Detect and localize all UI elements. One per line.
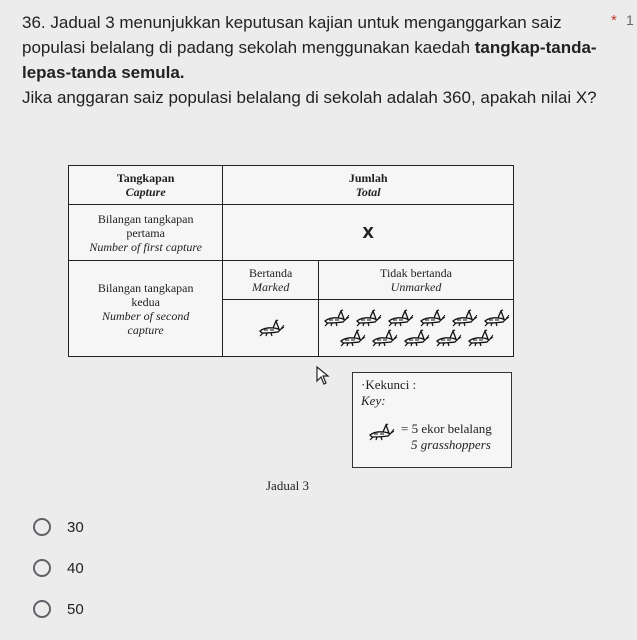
key-equation-en: 5 grasshoppers [411, 437, 491, 452]
grasshopper-icon [322, 309, 350, 327]
question-text [22, 10, 612, 110]
first-capture-ms-b: pertama [126, 225, 165, 240]
radio-icon[interactable] [33, 600, 51, 618]
grasshopper-icon [386, 309, 414, 327]
second-capture-label [69, 261, 223, 357]
required-marker: * [611, 12, 617, 29]
header-total [223, 166, 514, 205]
grasshopper-icon [370, 329, 398, 347]
header-capture-ms: Tangkapan [116, 170, 175, 185]
first-capture-value: X [223, 204, 514, 261]
marked-icons-cell [223, 300, 319, 357]
unmarked-icons-row-1 [322, 309, 510, 327]
grasshopper-icon [434, 329, 462, 347]
grasshopper-icon [402, 329, 430, 347]
key-title-ms: ·Kekunci : [361, 377, 417, 392]
option-label[interactable]: 50 [67, 600, 84, 618]
grasshopper-icon [466, 329, 494, 347]
grasshopper-icon [418, 309, 446, 327]
key-title [361, 377, 416, 409]
grasshopper-icon [482, 309, 510, 327]
marked-ms: Bertanda [249, 266, 293, 281]
question-line-2: populasi belalang di padang sekolah menggunakan kaedah [22, 38, 475, 57]
marked-en: Marked [252, 280, 290, 295]
header-capture [69, 166, 223, 205]
mouse-pointer-icon [316, 366, 332, 386]
question-line-4: Jika anggaran saiz populasi belalang di sekolah adalah 360, apakah nilai X? [22, 88, 597, 107]
table-row-first-capture [69, 204, 514, 261]
grasshopper-icon [450, 309, 478, 327]
question-line-3-bold: lepas-tanda semula. [22, 63, 185, 82]
key-equation-ms: = 5 ekor belalang [401, 421, 492, 436]
key-equation [401, 421, 492, 453]
radio-icon[interactable] [33, 518, 51, 536]
option-50[interactable] [33, 600, 84, 618]
grasshopper-icon [367, 423, 395, 441]
unmarked-header [319, 261, 514, 300]
question-line-2-bold: tangkap-tanda- [474, 38, 597, 57]
key-title-en: Key: [361, 393, 386, 408]
marked-icons [226, 319, 315, 337]
question-line-1: Jadual 3 menunjukkan keputusan kajian untuk menganggarkan saiz [50, 13, 562, 32]
unmarked-ms: Tidak bertanda [380, 266, 452, 281]
option-40[interactable] [33, 559, 84, 577]
option-label[interactable]: 40 [67, 559, 84, 577]
second-capture-en-a: Number of second [102, 308, 190, 323]
question-number: 36. [22, 13, 46, 32]
question-points: 1 [626, 12, 634, 28]
grasshopper-icon [257, 319, 285, 337]
radio-icon[interactable] [33, 559, 51, 577]
table-caption: Jadual 3 [266, 478, 309, 493]
key-box [352, 372, 512, 468]
unmarked-icons-cell [319, 300, 514, 357]
unmarked-en: Unmarked [390, 280, 442, 295]
header-total-en: Total [355, 184, 381, 199]
first-capture-ms-a: Bilangan tangkapan [97, 211, 194, 226]
table-row-subheader [69, 261, 514, 300]
second-capture-ms-a: Bilangan tangkapan [97, 280, 194, 295]
grasshopper-icon [338, 329, 366, 347]
first-capture-en: Number of first capture [89, 239, 202, 254]
first-capture-label [69, 204, 223, 261]
option-30[interactable] [33, 518, 84, 536]
data-table [68, 165, 514, 357]
marked-header [223, 261, 319, 300]
grasshopper-icon [354, 309, 382, 327]
header-total-ms: Jumlah [348, 170, 388, 185]
table-header-row [69, 166, 514, 205]
option-label[interactable]: 30 [67, 518, 84, 536]
unmarked-icons-row-2 [322, 329, 510, 347]
second-capture-ms-b: kedua [131, 294, 160, 309]
header-capture-en: Capture [125, 184, 166, 199]
second-capture-en-b: capture [127, 322, 164, 337]
